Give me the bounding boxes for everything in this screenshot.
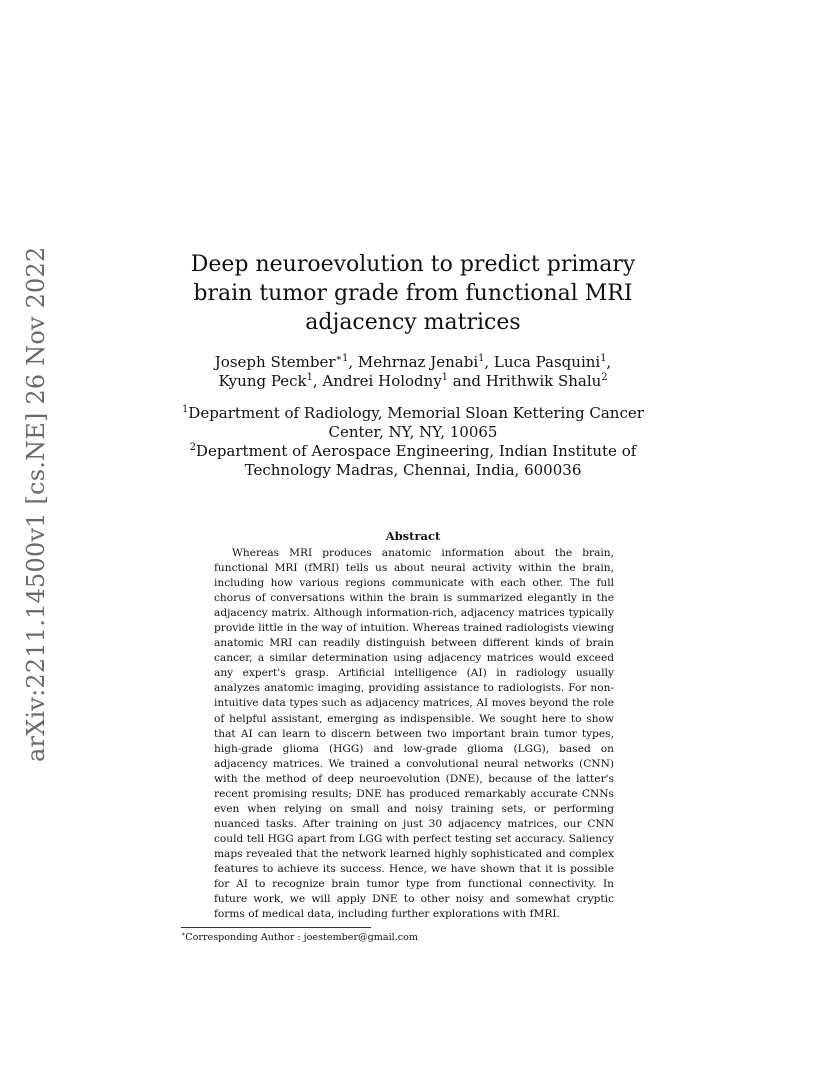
author-mark: 1 bbox=[306, 372, 313, 383]
author-mark: 1 bbox=[478, 353, 485, 364]
author-name: Andrei Holodny bbox=[322, 372, 442, 390]
author-name: Mehrnaz Jenabi bbox=[357, 353, 479, 371]
author-joiner: and bbox=[448, 372, 486, 390]
author-name: Joseph Stember bbox=[214, 353, 336, 371]
affiliation-text: Department of Radiology, Memorial Sloan Kettering Cancer Center, NY, NY, 10065 bbox=[188, 404, 644, 441]
affiliation bbox=[180, 404, 646, 442]
affiliation-text: Department of Aerospace Engineering, Indian Institute of Technology Madras, Chennai, India, 600036 bbox=[195, 442, 637, 479]
affiliation-mark: 2 bbox=[189, 442, 196, 453]
author-mark: ∗1 bbox=[335, 353, 349, 364]
footnote-mark: ∗ bbox=[181, 930, 186, 938]
affiliation bbox=[180, 442, 646, 480]
footnote-text: Corresponding Author : joestember@gmail.com bbox=[185, 932, 419, 943]
abstract-heading: Abstract bbox=[385, 529, 441, 543]
author-joiner: , bbox=[348, 353, 358, 371]
author-mark: 1 bbox=[600, 353, 607, 364]
affiliation-mark: 1 bbox=[182, 404, 189, 415]
author-joiner: , bbox=[312, 372, 323, 390]
affiliation-list bbox=[180, 404, 646, 480]
author-name: Hrithwik Shalu bbox=[485, 372, 602, 390]
author-mark: 2 bbox=[601, 372, 608, 383]
author-mark: 1 bbox=[441, 372, 449, 383]
footnote bbox=[181, 932, 418, 944]
author-name: Luca Pasquini bbox=[493, 353, 601, 371]
author-joiner: , bbox=[606, 353, 612, 371]
abstract-body: Whereas MRI produces anatomic information about the brain, functional MRI (fMRI) tells us about neural activity within the brain, including how various regions communicate with each other. The full chorus of conversations within the brain is summarized elegantly in the adjacency matrix. Although information-rich, adjacency matrices typically provide little in the way of intuition. Whereas trained radiologists viewing anatomic MRI can readily distinguish between different kinds of brain cancer, a similar determination using adjacency matrices would exceed any expert's grasp. Artificial intelligence (AI) in radiology usually analyzes anatomic imaging, providing assistance to radiologists. For non-intuitive data types such as adjacency matrices, AI moves beyond the role of helpful assistant, emerging as indispensible. We sought here to show that AI can learn to discern between two important brain tumor types, high-grade glioma (HGG) and low-grade glioma (LGG), based on adjacency matrices. We trained a convolutional neural networks (CNN) with the method of deep neuroevolution (DNE), because of the latter's recent promising results; DNE has produced remarkably accurate CNNs even when relying on small and noisy training sets, or performing nuanced tasks. After training on just 30 adjacency matrices, our CNN could tell HGG apart from LGG with perfect testing set accuracy. Saliency maps revealed that the network learned highly sophisticated and complex features to achieve its success. Hence, we have shown that it is possible for AI to recognize brain tumor type from functional connectivity. In future work, we will apply DNE to other noisy and somewhat cryptic forms of medical data, including further explorations with fMRI. bbox=[214, 547, 614, 921]
footnote-rule bbox=[181, 927, 371, 928]
author-name: Kyung Peck bbox=[218, 372, 307, 390]
paper-title: Deep neuroevolution to predict primary brain tumor grade from functional MRI adjacency matrices bbox=[190, 252, 636, 335]
author-list bbox=[190, 353, 636, 391]
arxiv-identifier: arXiv:2211.14500v1 [cs.NE] 26 Nov 2022 bbox=[22, 246, 50, 762]
author-joiner: , bbox=[484, 353, 494, 371]
